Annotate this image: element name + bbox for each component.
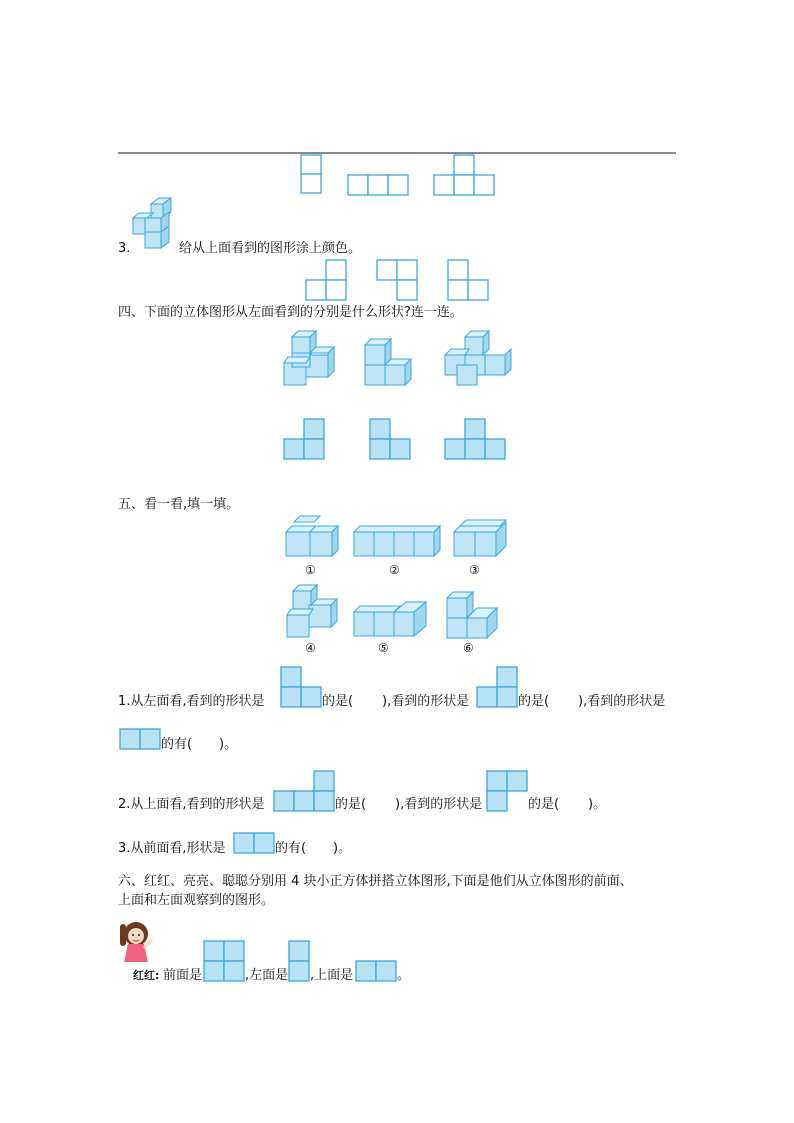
q3-instruction: 给从上面看到的图形涂上颜色。 xyxy=(179,241,362,256)
section4-title: 四、下面的立体图形从左面看到的分别是什么形状?连一连。 xyxy=(118,305,463,320)
q3-cube-figure xyxy=(131,196,179,252)
q3-number: 3. xyxy=(118,241,131,256)
s5-q2-part-c: ),看到的形状是 xyxy=(395,797,483,812)
s5-q2-part-a: 2.从上面看,看到的形状是 xyxy=(118,797,265,812)
s6-left-shape xyxy=(288,940,310,982)
s5-q2-shape-2 xyxy=(486,770,528,812)
q3-option-2 xyxy=(376,259,418,301)
section6-line-2: 上面和左面观察到的图形。 xyxy=(118,893,275,908)
section5-title: 五、看一看,填一填。 xyxy=(118,497,240,512)
top-shape-3 xyxy=(433,154,495,196)
s5-q1-part-a: 1.从左面看,看到的形状是 xyxy=(118,694,265,709)
s5-q1-part-f: 的有( xyxy=(161,737,193,752)
s5-q3-shape xyxy=(233,832,275,854)
s5-label-5: ⑤ xyxy=(378,641,389,655)
s5-label-3: ③ xyxy=(469,563,480,577)
s5-solid-5 xyxy=(352,600,432,640)
s5-q1-part-b: 的是( xyxy=(322,694,354,709)
top-shape-1 xyxy=(300,154,322,194)
s5-solid-2 xyxy=(352,524,444,560)
s4-view-2 xyxy=(369,418,411,460)
s5-q1-shape-2 xyxy=(476,666,518,708)
s5-solid-4 xyxy=(285,583,343,641)
girl-illustration xyxy=(118,918,158,968)
s6-top-label: ,上面是 xyxy=(310,968,354,983)
s5-q1-shape-3 xyxy=(119,728,161,750)
s5-solid-6 xyxy=(445,590,503,642)
s4-solid-2 xyxy=(363,337,425,389)
s5-label-4: ④ xyxy=(305,641,316,655)
section6-line-1: 六、红红、亮亮、聪聪分别用 4 块小正方体拼搭立体图形,下面是他们从立体图形的前面、 xyxy=(118,874,633,889)
s4-solid-3 xyxy=(443,329,513,387)
q3-option-3 xyxy=(447,259,489,301)
s5-q1-part-c: ),看到的形状是 xyxy=(382,694,470,709)
s5-q2-part-b: 的是( xyxy=(335,797,367,812)
s4-view-3 xyxy=(444,418,506,460)
s5-q3-part-a: 3.从前面看,形状是 xyxy=(118,841,226,856)
s5-solid-1 xyxy=(284,514,342,562)
s6-front-shape xyxy=(203,940,245,982)
s6-left-label: ,左面是 xyxy=(245,968,289,983)
s5-q1-part-d: 的是( xyxy=(518,694,550,709)
s5-q3-part-c: )。 xyxy=(333,841,352,856)
s4-solid-1 xyxy=(282,329,346,387)
top-shape-2 xyxy=(347,174,409,196)
s5-q2-part-d: 的是( xyxy=(528,797,560,812)
s4-view-1 xyxy=(283,418,325,460)
s6-front-label: 前面是 xyxy=(163,968,203,983)
s6-name-label: 红红: xyxy=(133,969,160,982)
header-divider xyxy=(118,152,676,154)
s5-solid-3 xyxy=(452,518,512,562)
s5-label-6: ⑥ xyxy=(463,641,474,655)
s5-q2-shape-1 xyxy=(273,770,335,812)
s5-q2-part-e: )。 xyxy=(588,797,607,812)
s5-q1-shape-1 xyxy=(280,666,322,708)
s5-label-1: ① xyxy=(305,563,316,577)
s6-end-mark: 。 xyxy=(397,968,411,983)
s6-top-shape xyxy=(355,960,397,982)
q3-option-1 xyxy=(305,259,347,301)
s5-q1-part-g: )。 xyxy=(219,737,238,752)
s5-label-2: ② xyxy=(389,563,400,577)
s5-q1-part-e: ),看到的形状是 xyxy=(578,694,666,709)
s5-q3-part-b: 的有( xyxy=(275,841,307,856)
